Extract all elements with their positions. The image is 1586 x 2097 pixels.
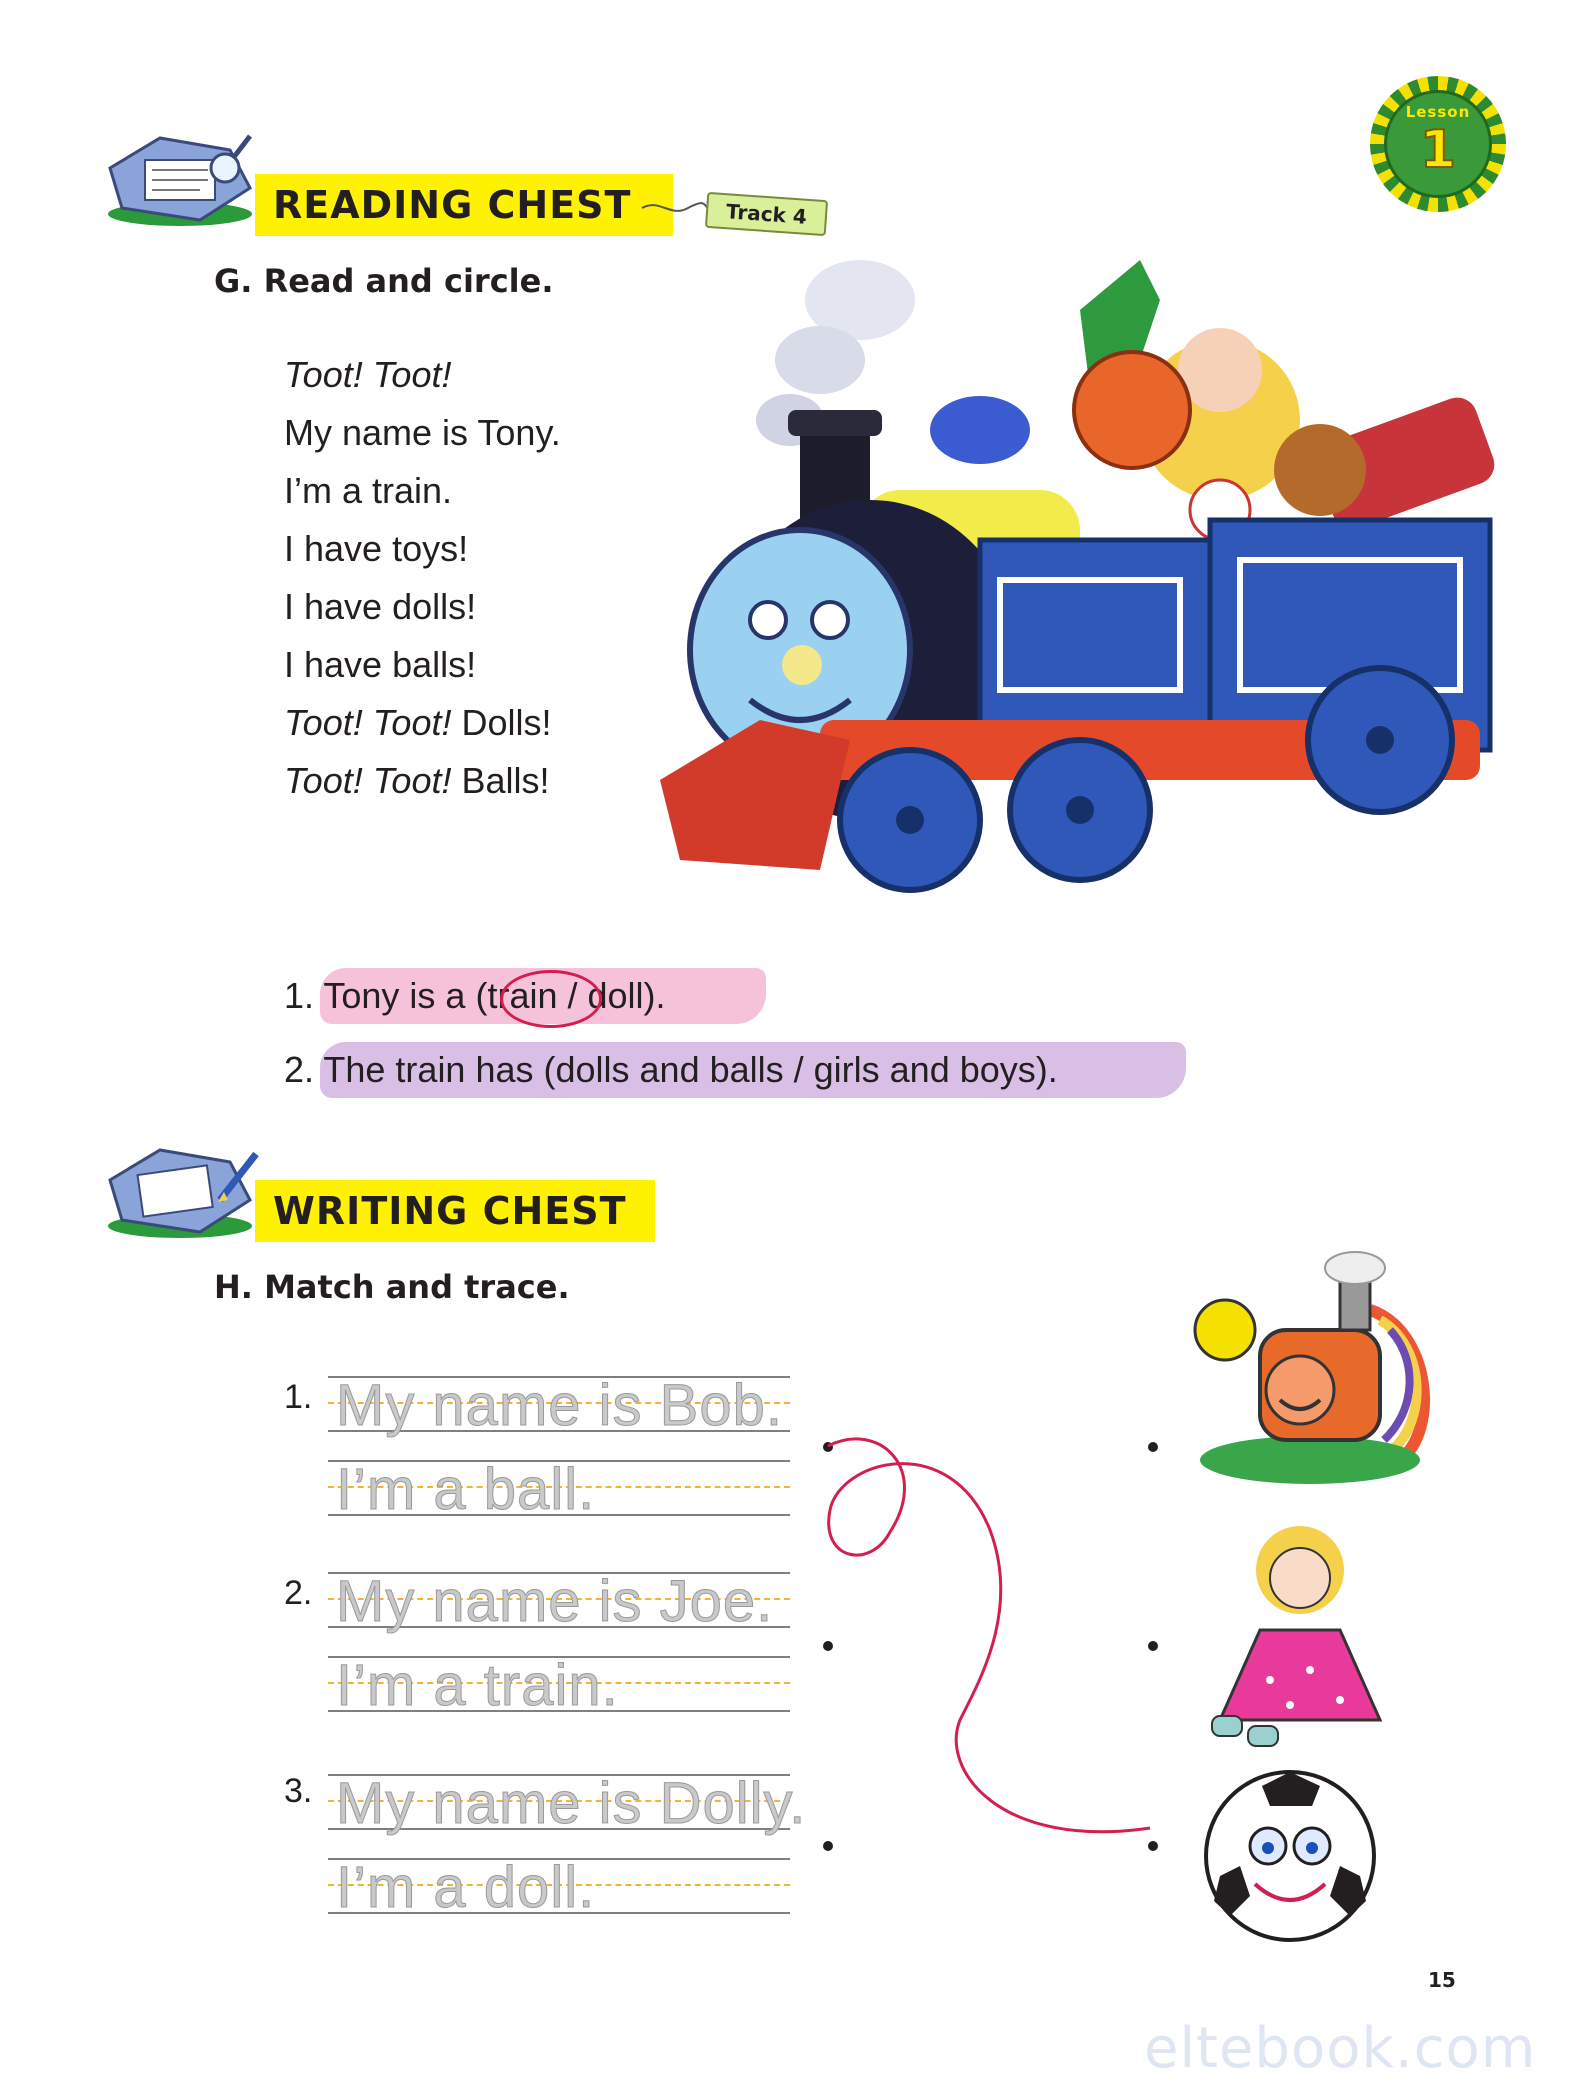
writing-chest-title: WRITING CHEST [273, 1189, 627, 1233]
trace-item-3-line-1[interactable]: My name is Dolly. [336, 1771, 807, 1836]
toy-train-illustration [620, 220, 1520, 940]
poem-line-4: I have toys! [284, 528, 469, 569]
task-h-title: H. Match and trace. [214, 1268, 570, 1306]
lesson-badge [1370, 76, 1506, 212]
trace-item-1-number: 1. [284, 1378, 313, 1416]
lesson-label: Lesson [1405, 103, 1471, 121]
trace-item-3-number: 3. [284, 1772, 313, 1810]
answer-circle [500, 970, 602, 1028]
trace-item-2-line-1[interactable]: My name is Joe. [336, 1569, 774, 1634]
lesson-number: 1 [1419, 120, 1457, 180]
question-1 [284, 966, 666, 1026]
ball-picture [1200, 1766, 1380, 1946]
poem-line-3: I’m a train. [284, 470, 453, 511]
poem-line-6: I have balls! [284, 644, 477, 685]
lesson-badge-inner [1384, 90, 1492, 198]
track-tag[interactable]: Track 4 [705, 192, 828, 236]
question-2 [284, 1040, 1058, 1100]
question-2-number: 2. [284, 1049, 315, 1090]
train-picture [1170, 1250, 1440, 1490]
task-g-title: G. Read and circle. [214, 262, 554, 300]
writing-chest-icon [100, 1140, 260, 1240]
trace-item-2-line-2[interactable]: I’m a train. [336, 1653, 619, 1718]
reading-chest-title: READING CHEST [273, 183, 632, 227]
trace-item-2-number: 2. [284, 1574, 313, 1612]
match-line [800, 1420, 1180, 1860]
trace-item-1-line-2[interactable]: I’m a ball. [336, 1457, 596, 1522]
writing-chest-banner [255, 1180, 655, 1242]
poem-line-1: Toot! Toot! [284, 354, 452, 395]
question-2-text: The train has (dolls and balls / girls and boys). [323, 1049, 1058, 1090]
track-string [640, 196, 710, 220]
trace-item-1-line-1[interactable]: My name is Bob. [336, 1373, 783, 1438]
reading-chest-icon [100, 128, 260, 228]
question-1-number: 1. [284, 975, 315, 1016]
trace-item-3-line-2[interactable]: I’m a doll. [336, 1855, 596, 1920]
poem-line-5: I have dolls! [284, 586, 477, 627]
poem-line-8: Toot! Toot! Balls! [284, 760, 550, 801]
question-1-text: Tony is a (train / doll). [323, 975, 666, 1016]
page-number: 15 [1428, 1968, 1456, 1992]
poem-line-2: My name is Tony. [284, 412, 561, 453]
doll-picture [1190, 1520, 1410, 1750]
watermark: eltebook.com [1144, 2016, 1537, 2081]
poem-line-7: Toot! Toot! Dolls! [284, 702, 552, 743]
reading-chest-banner [255, 174, 673, 236]
